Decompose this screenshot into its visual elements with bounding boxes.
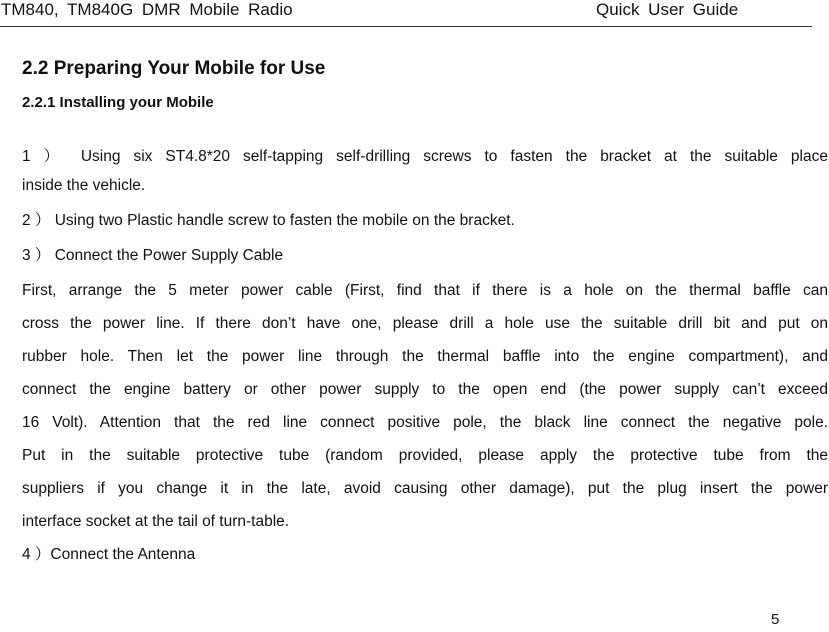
paragraph-line: First, arrange the 5 meter power cable (First, find that if there is a hole on the thermal baffle can (22, 282, 828, 299)
paragraph-line: 16 Volt). Attention that the red line connect positive pole, the black line connect the negative pole. (22, 414, 828, 431)
page-header (0, 0, 812, 27)
header-guide-title: Quick User Guide (596, 0, 739, 19)
header-product-title: TM840, TM840G DMR Mobile Radio (1, 0, 293, 19)
step-2-text: 2 ） Using two Plastic handle screw to fasten the mobile on the bracket. (22, 212, 515, 229)
page-number: 5 (771, 611, 780, 628)
paragraph-line: cross the power line. If there don’t have one, please drill a hole use the suitable drill bit and put on (22, 315, 828, 332)
paragraph-line: Put in the suitable protective tube (random provided, please apply the protective tube from the (22, 447, 828, 464)
step-1-text: 1 ） Using six ST4.8*20 self-tapping self-drilling screws to fasten the bracket at the suitable place (22, 148, 828, 165)
step-4-heading: 4 ）Connect the Antenna (22, 546, 196, 563)
paragraph-line: rubber hole. Then let the power line through the thermal baffle into the engine compartment), and (22, 348, 828, 365)
paragraph-line: interface socket at the tail of turn-table. (22, 513, 290, 530)
paragraph-line: connect the engine battery or other power supply to the open end (the power supply can’t exceed (22, 381, 828, 398)
section-heading: 2.2 Preparing Your Mobile for Use (22, 58, 326, 79)
subsection-heading: 2.2.1 Installing your Mobile (22, 94, 214, 111)
step-1-continuation: inside the vehicle. (22, 177, 146, 194)
paragraph-line: suppliers if you change it in the late, avoid causing other damage), put the plug insert the power (22, 480, 828, 497)
step-3-heading: 3 ） Connect the Power Supply Cable (22, 247, 284, 264)
